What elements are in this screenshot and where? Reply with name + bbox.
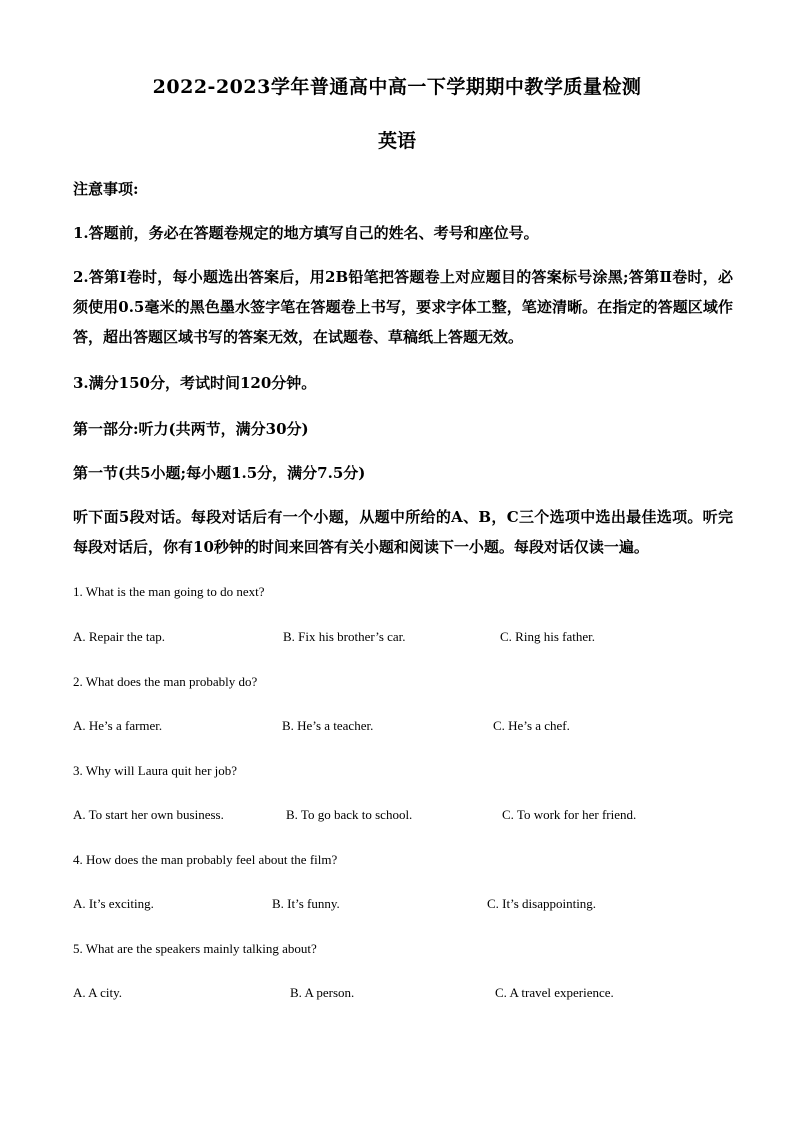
question-1-option-c: C. Ring his father.	[500, 629, 595, 644]
question-2-option-c: C. He’s a chef.	[493, 718, 570, 733]
notice-item-1: 1.答题前，务必在答题卷规定的地方填写自己的姓名、考号和座位号。	[73, 224, 539, 242]
question-5-stem: 5. What are the speakers mainly talking about?	[73, 941, 317, 956]
question-4-option-c: C. It’s disappointing.	[487, 896, 597, 911]
listening-instructions: 听下面5段对话。每段对话后有一个小题，从题中所给的A、B，C三个选项中选出最佳选项。听完每段对话后，你有10秒钟的时间来回答有关小题和阅读下一小题。每段对话仅读一遍。	[73, 508, 733, 556]
question-5-option-a: A. A city.	[73, 985, 122, 1000]
question-3-option-a: A. To start her own business.	[73, 807, 224, 822]
question-2-option-a: A. He’s a farmer.	[73, 718, 163, 733]
part1-heading: 第一部分:听力(共两节，满分30分)	[73, 420, 309, 438]
question-2-stem: 2. What does the man probably do?	[73, 674, 258, 689]
question-5-option-c: C. A travel experience.	[495, 985, 614, 1000]
subject-title: 英语	[377, 130, 416, 152]
question-4-stem: 4. How does the man probably feel about the film?	[73, 852, 338, 867]
question-3-stem: 3. Why will Laura quit her job?	[73, 763, 238, 778]
question-2-option-b: B. He’s a teacher.	[282, 718, 374, 733]
question-1-stem: 1. What is the man going to do next?	[73, 584, 265, 599]
question-4-option-b: B. It’s funny.	[272, 896, 340, 911]
notice-item-3: 3.满分150分，考试时间120分钟。	[73, 374, 317, 392]
exam-title: 2022-2023学年普通高中高一下学期期中教学质量检测	[152, 76, 642, 98]
notice-item-2: 2.答第Ⅰ卷时，每小题选出答案后，用2B铅笔把答题卷上对应题目的答案标号涂黑;答第Ⅱ卷时，必须使用0.5毫米的黑色墨水签字笔在答题卷上书写，要求字体工整，笔迹清晰。在指定的答题区域作答，超出答题区域书写的答案无效，在试题卷、草稿纸上答题无效。	[73, 268, 733, 346]
question-4-option-a: A. It’s exciting.	[73, 896, 154, 911]
question-1-option-a: A. Repair the tap.	[73, 629, 166, 644]
notice-heading: 注意事项:	[73, 180, 139, 198]
question-3-option-c: C. To work for her friend.	[502, 807, 637, 822]
section1-heading: 第一节(共5小题;每小题1.5分，满分7.5分)	[73, 464, 366, 482]
question-1-option-b: B. Fix his brother’s car.	[283, 629, 406, 644]
question-5-option-b: B. A person.	[290, 985, 355, 1000]
question-3-option-b: B. To go back to school.	[286, 807, 413, 822]
